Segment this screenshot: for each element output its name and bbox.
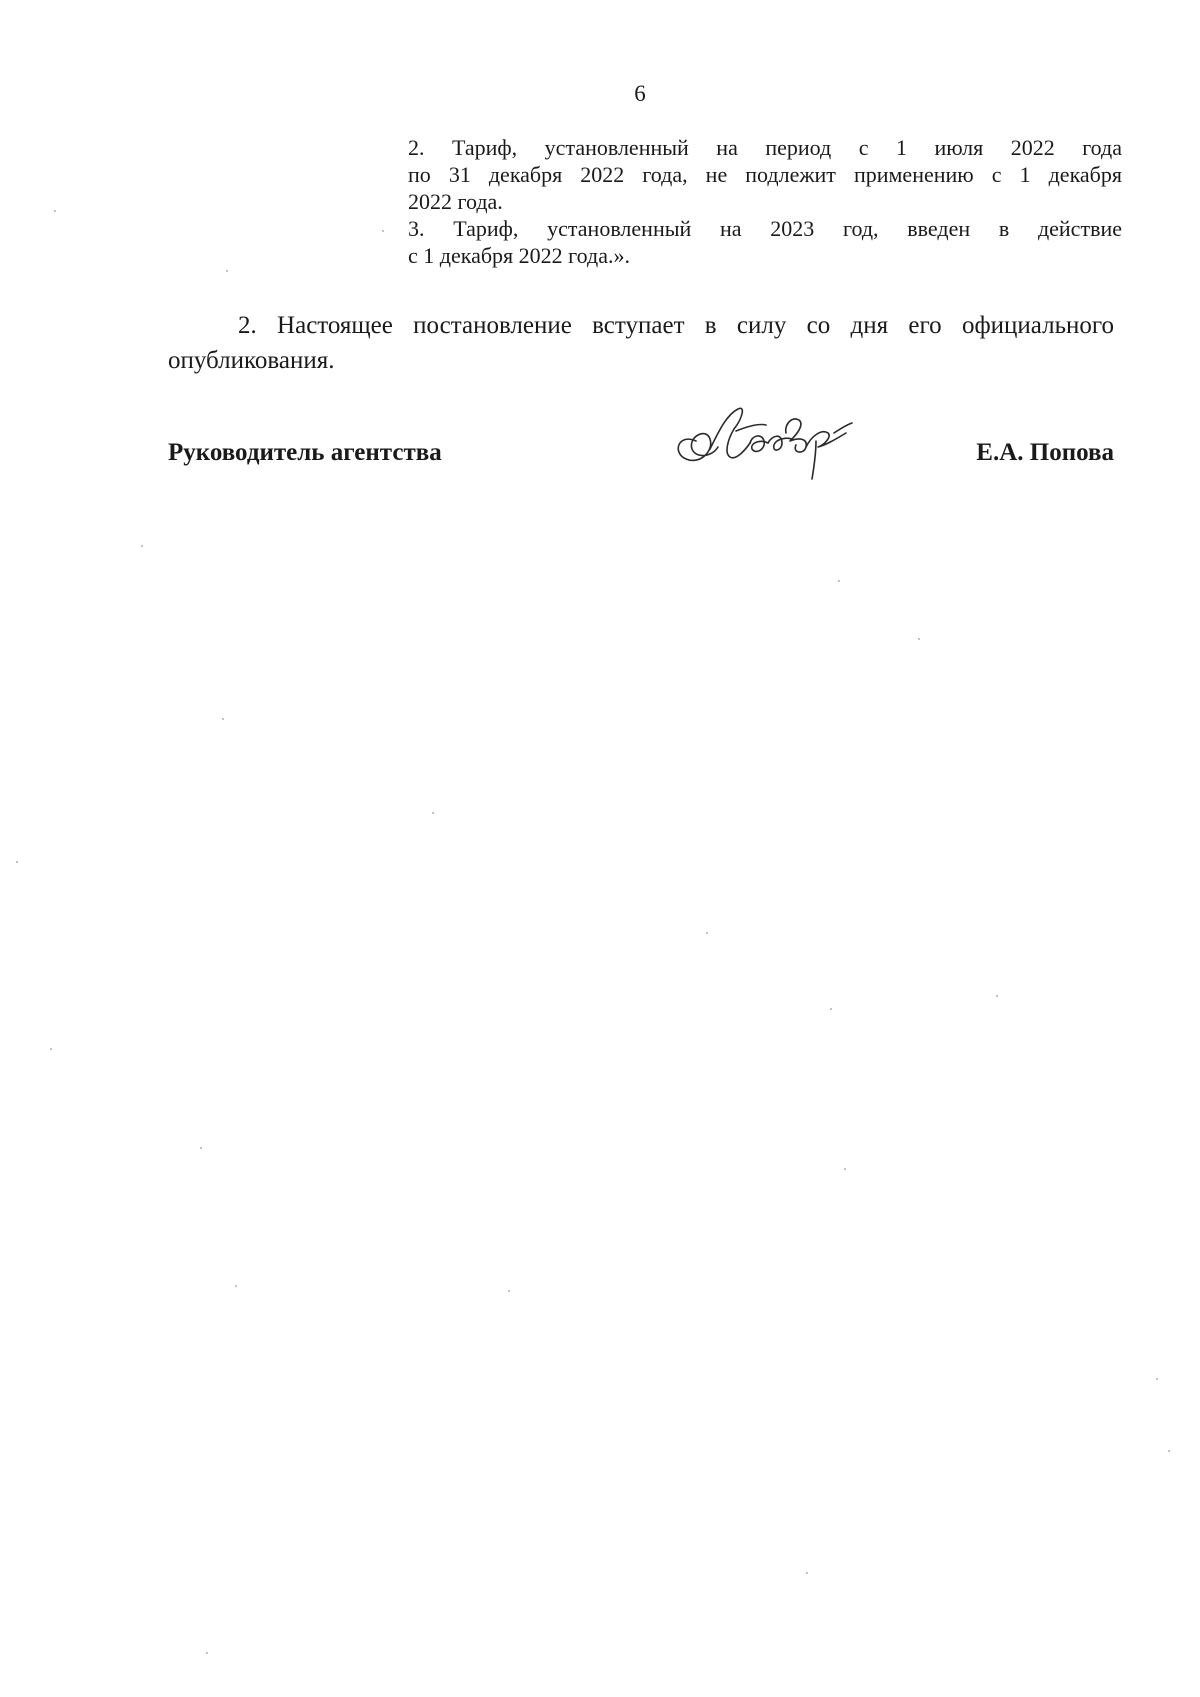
page-number: 6 bbox=[634, 81, 646, 106]
annex-item-3-line-1: 3. Тариф, установленный на 2023 год, введен в действие bbox=[408, 216, 1122, 241]
annex-item-2-line-2: по 31 декабря 2022 года, не подлежит применению с 1 декабря bbox=[408, 162, 1122, 187]
main-paragraph-line-2: опубликования. bbox=[168, 347, 335, 374]
annex-item-3 bbox=[408, 215, 1122, 269]
signatory-title: Руководитель агентства bbox=[168, 439, 442, 466]
main-paragraph-line-1: 2. Настоящее постановление вступает в силу со дня его официального bbox=[238, 312, 1114, 339]
handwritten-signature bbox=[666, 393, 866, 483]
signatory-name: Е.А. Попова bbox=[976, 439, 1114, 466]
annex-text bbox=[408, 134, 1122, 269]
annex-item-3-line-2: с 1 декабря 2022 года.». bbox=[408, 243, 630, 268]
annex-item-2 bbox=[408, 134, 1122, 215]
signature-block bbox=[168, 438, 1114, 498]
annex-item-2-line-3: 2022 года. bbox=[408, 189, 503, 214]
annex-item-2-line-1: 2. Тариф, установленный на период с 1 июля 2022 года bbox=[408, 135, 1122, 160]
main-paragraph bbox=[168, 308, 1114, 378]
